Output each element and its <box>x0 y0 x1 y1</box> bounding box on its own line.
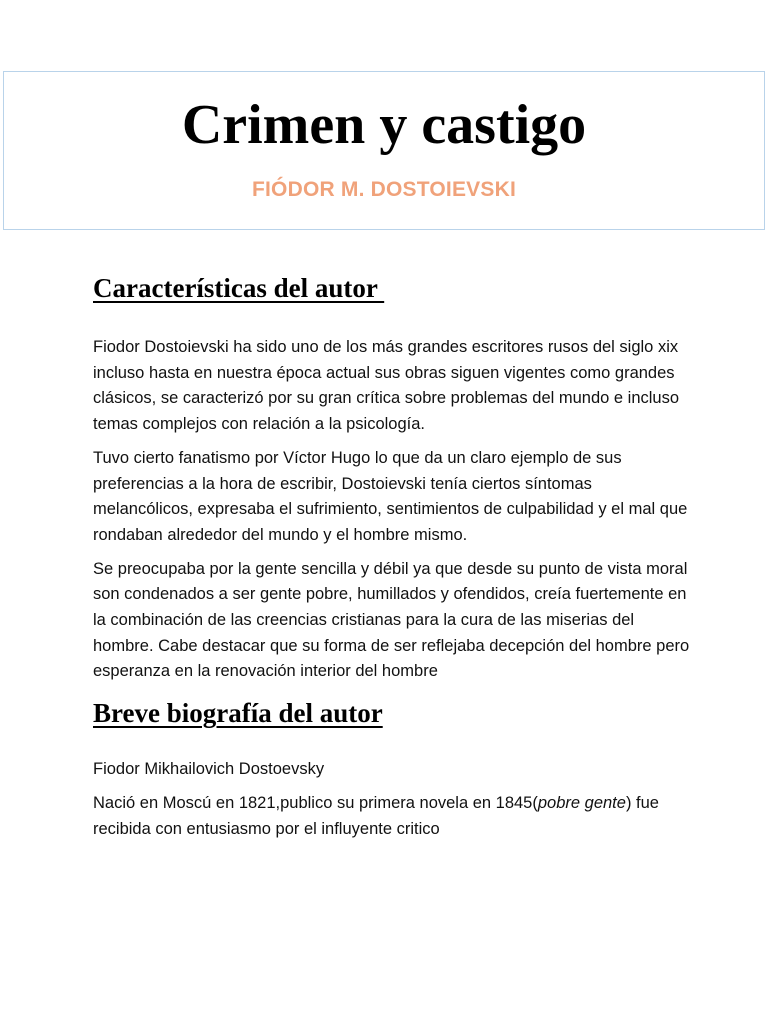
document-body <box>93 268 693 842</box>
paragraph: Fiodor Dostoievski ha sido uno de los más grandes escritores rusos del siglo xix incluso hasta en nuestra época actual sus obras siguen vigentes como grandes clásicos, se caracterizó por su gran crítica sobre problemas del mundo e incluso temas complejos con relación a la psicología. <box>93 338 680 434</box>
document-title: Crimen y castigo <box>181 94 587 156</box>
section-heading-biografia: Breve biografía del autor <box>93 698 383 729</box>
bio-text-prefix: Nació en Moscú en 1821,publico su primera novela en 1845( <box>93 793 538 812</box>
author-full-name: Fiodor Mikhailovich Dostoevsky <box>93 760 325 779</box>
title-box <box>3 71 765 230</box>
bio-text-suffix: ) fue recibida con entusiasmo por el influyente critico <box>93 793 659 838</box>
paragraph: Se preocupaba por la gente sencilla y débil ya que desde su punto de vista moral son condenados a ser gente pobre, humillados y ofendidos, creía fuertemente en la combinación de las creencias cristianas para la cura de las miserias del hombre. Cabe destacar que su forma de ser reflejaba decepción del hombre pero esperanza en la renovación interior del hombre <box>93 559 690 681</box>
paragraph: Tuvo cierto fanatismo por Víctor Hugo lo que da un claro ejemplo de sus preferencias a la hora de escribir, Dostoievski tenía ciertos síntomas melancólicos, expresaba el sufrimiento, sentimientos de culpabilidad y el mal que rondaban alrededor del mundo y el hombre mismo. <box>93 448 688 544</box>
section-heading-caracteristicas: Características del autor <box>93 273 385 303</box>
novel-title-italic: pobre gente <box>537 793 626 812</box>
biography-paragraph <box>93 791 693 842</box>
author-name: FIÓDOR M. DOSTOIEVSKI <box>251 178 516 201</box>
